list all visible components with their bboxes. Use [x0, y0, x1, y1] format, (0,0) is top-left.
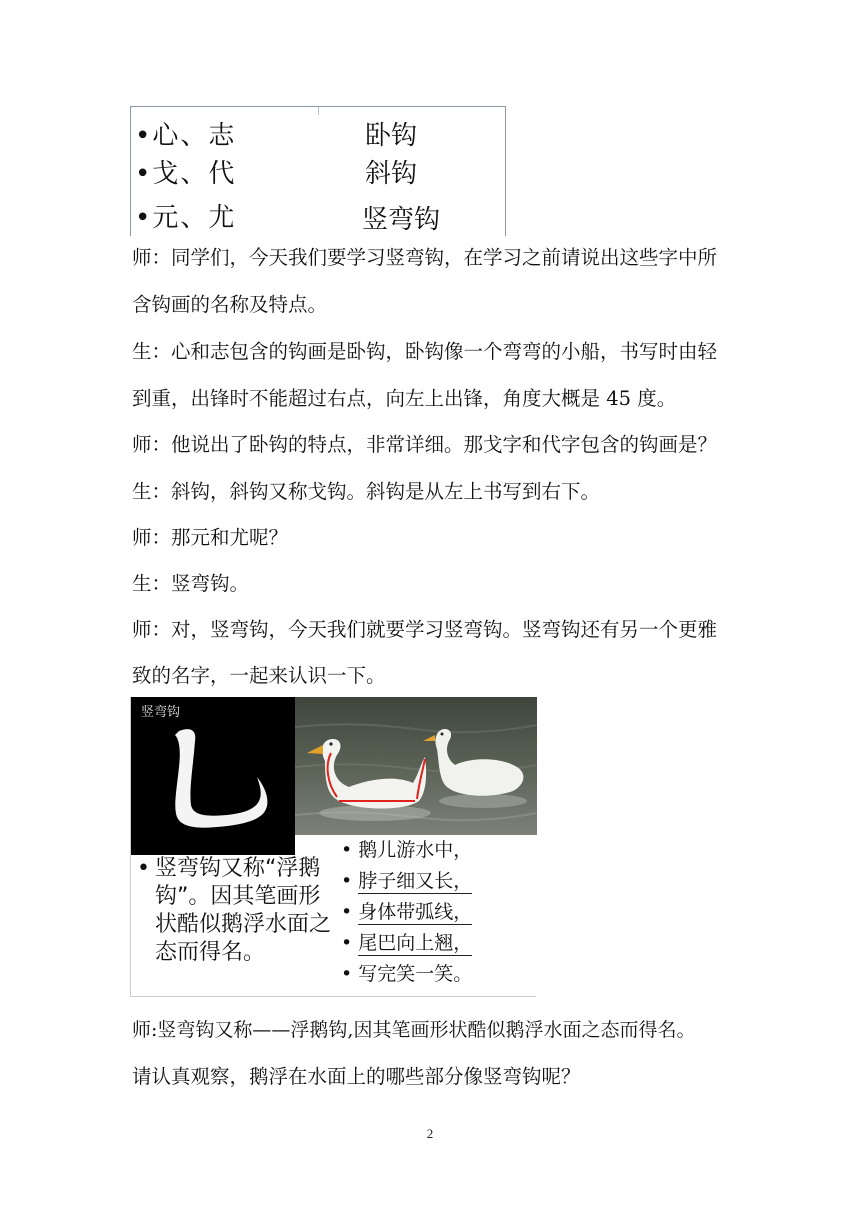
rhyme-list [341, 835, 537, 990]
paragraph-line: 师：他说出了卧钩的特点，非常详细。那戈字和代字包含的钩画是？ [132, 433, 718, 456]
rhyme-item: • 身体带弧线， [341, 901, 473, 923]
stroke-row-name: 斜钩 [364, 159, 417, 189]
stroke-row-chars: •心、志 [135, 121, 237, 151]
paragraph-line: 师：对，竖弯钩，今天我们就要学习竖弯钩。竖弯钩还有另一个更雅 [132, 618, 718, 641]
stroke-row [131, 197, 507, 237]
paragraph-line: 师：同学们，今天我们要学习竖弯钩，在学习之前请说出这些字中所 [132, 246, 718, 269]
bullet: • [137, 856, 150, 881]
description-text: 竖弯钩又称“浮鹅钩”。因其笔画形状酷似鹅浮水面之态而得名。 [155, 856, 332, 965]
panel-tag: 竖弯钩 [141, 705, 181, 720]
paragraph-line: 到重，出锋时不能超过右点，向左上出锋，角度大概是 45 度。 [132, 387, 677, 410]
goose-hook-description [137, 855, 337, 967]
rhyme-item-text: 脖子细又长， [358, 870, 473, 892]
stroke-table-figure [130, 106, 506, 236]
geese-photo [295, 697, 537, 835]
stroke-row [131, 153, 507, 193]
rhyme-item-text: 尾巴向上翘， [358, 932, 473, 954]
rhyme-item: • 尾巴向上翘， [341, 932, 473, 954]
stroke-row-name: 卧钩 [364, 121, 417, 151]
rhyme-item-text: 身体带弧线， [358, 901, 473, 923]
stroke-row-chars: •元、尤 [135, 203, 237, 233]
paragraph-line: 生：斜钩，斜钩又称戈钩。斜钩是从左上书写到右下。 [132, 480, 601, 503]
paragraph-line: 请认真观察，鹅浮在水面上的哪些部分像竖弯钩呢？ [132, 1065, 581, 1088]
calligraphy-panel [131, 697, 295, 855]
rhyme-item: • 写完笑一笑。 [341, 963, 473, 985]
stroke-row-name: 竖弯钩 [361, 205, 440, 235]
rhyme-item-text: 鹅儿游水中， [358, 839, 473, 861]
paragraph-line: 含钩画的名称及特点。 [132, 293, 328, 316]
rhyme-item-text: 写完笑一笑。 [358, 963, 473, 985]
paragraph-line: 师：那元和尤呢？ [132, 526, 289, 549]
stroke-row [131, 115, 507, 155]
paragraph-line: 致的名字，一起来认识一下。 [132, 664, 386, 687]
column-divider [318, 107, 319, 115]
vertical-bend-hook-stroke-icon [131, 697, 295, 855]
rhyme-item: • 鹅儿游水中， [341, 839, 473, 861]
stroke-row-chars: •戈、代 [135, 159, 237, 189]
paragraph-line: 生：心和志包含的钩画是卧钩，卧钩像一个弯弯的小船，书写时由轻 [132, 340, 718, 363]
goose-illustration [130, 697, 536, 997]
paragraph-line: 生：竖弯钩。 [132, 572, 250, 595]
page-number: 2 [426, 1126, 434, 1141]
rhyme-item: • 脖子细又长， [341, 870, 473, 892]
paragraph-line: 师:竖弯钩又称——浮鹅钩,因其笔画形状酷似鹅浮水面之态而得名。 [132, 1019, 696, 1041]
